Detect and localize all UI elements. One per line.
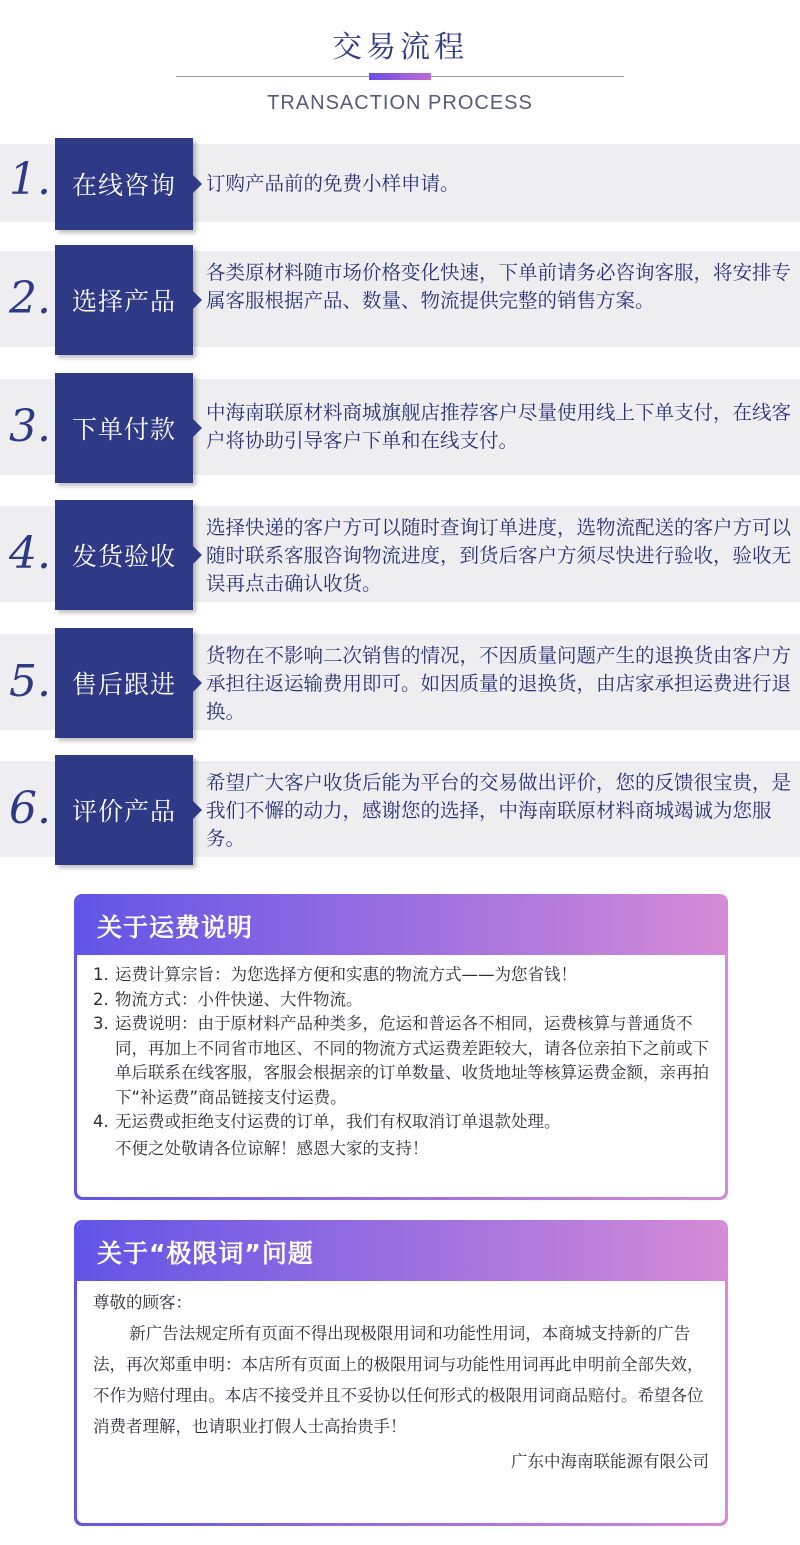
step-number: 5. [9, 656, 51, 707]
shipping-panel-inner [77, 897, 725, 1197]
step-description: 订购产品前的免费小样申请。 [206, 172, 460, 195]
step-description: 希望广大客户收货后能为平台的交易做出评价，您的反馈很宝贵，是我们不懈的动力，感谢您的选择，中海南联原材料商城竭诚为您服务。 [206, 771, 792, 850]
shipping-item-number: 4. [93, 1112, 109, 1131]
limit-words-paragraph: 新广告法规定所有页面不得出现极限用词和功能性用词，本商城支持新的广告法，再次郑重申明：本店所有页面上的极限用词与功能性用词再此申明前全部失效，不作为赔付理由。本店不接受并且不妥协以任何形式的极限用词商品赔付。希望各位消费者理解，也请职业打假人士高抬贵手！ [93, 1324, 704, 1436]
step-description: 货物在不影响二次销售的情况，不因质量问题产生的退换货由客户方承担往返运输费用即可。如因质量的退换货，由店家承担运费进行退换。 [206, 644, 792, 723]
shipping-item [93, 963, 709, 988]
step-6 [0, 755, 800, 865]
step-number: 6. [9, 783, 51, 834]
step-number: 3. [9, 401, 51, 452]
page-title: 交易流程 [332, 30, 468, 65]
step-1 [0, 138, 800, 230]
step-title: 下单付款 [55, 373, 193, 483]
shipping-item-text: 无运费或拒绝支付运费的订单，我们有权取消订单退款处理。 [115, 1112, 561, 1131]
shipping-panel [74, 894, 728, 1200]
step-title: 评价产品 [55, 755, 193, 865]
shipping-body [77, 955, 725, 1161]
limit-words-body [77, 1281, 725, 1477]
shipping-title: 关于运费说明 [77, 897, 725, 955]
step-4 [0, 500, 800, 610]
step-title: 选择产品 [55, 245, 193, 355]
shipping-item [93, 988, 709, 1013]
limit-words-title: 关于“极限词”问题 [77, 1223, 725, 1281]
step-description: 各类原材料随市场价格变化快速，下单前请务必咨询客服，将安排专属客服根据产品、数量、物流提供完整的销售方案。 [206, 261, 792, 312]
step-2 [0, 245, 800, 355]
step-description: 中海南联原材料商城旗舰店推荐客户尽量使用线上下单支付，在线客户将协助引导客户下单和在线支付。 [206, 401, 792, 452]
shipping-item-text: 运费说明：由于原材料产品种类多，危运和普运各不相同，运费核算与普通货不同，再加上不同省市地区、不同的物流方式运费差距较大，请各位亲拍下之前或下单后联系在线客服，客服会根据亲的订单数量、收货地址等核算运费金额，亲再拍下“补运费”商品链接支付运费。 [115, 1014, 709, 1107]
step-number: 2. [9, 273, 51, 324]
shipping-item-text: 物流方式：小件快递、大件物流。 [115, 989, 363, 1009]
page-subtitle: TRANSACTION PROCESS [267, 92, 533, 114]
step-5 [0, 628, 800, 738]
shipping-item [93, 1012, 709, 1110]
step-title: 在线咨询 [55, 138, 193, 230]
step-description: 选择快递的客户方可以随时查询订单进度，选物流配送的客户方可以随时联系客服咨询物流进度，到货后客户方须尽快进行验收，验收无误再点击确认收货。 [206, 516, 792, 595]
limit-words-panel-inner [77, 1223, 725, 1523]
step-title: 售后跟进 [55, 628, 193, 738]
step-number: 1. [9, 154, 51, 205]
shipping-item [93, 1110, 709, 1135]
step-3 [0, 373, 800, 483]
shipping-closing: 不便之处敬请各位谅解！感恩大家的支持！ [115, 1138, 429, 1158]
step-number: 4. [9, 528, 51, 579]
limit-words-greeting: 尊敬的顾客： [93, 1293, 192, 1312]
shipping-item-number: 3. [93, 1014, 109, 1033]
company-signature: 广东中海南联能源有限公司 [511, 1452, 709, 1471]
title-accent-bar [369, 73, 431, 80]
shipping-item-number: 1. [93, 965, 109, 984]
shipping-item-number: 2. [93, 989, 109, 1009]
limit-words-panel [74, 1220, 728, 1526]
step-title: 发货验收 [55, 500, 193, 610]
shipping-item-text: 运费计算宗旨：为您选择方便和实惠的物流方式——为您省钱！ [115, 965, 577, 984]
